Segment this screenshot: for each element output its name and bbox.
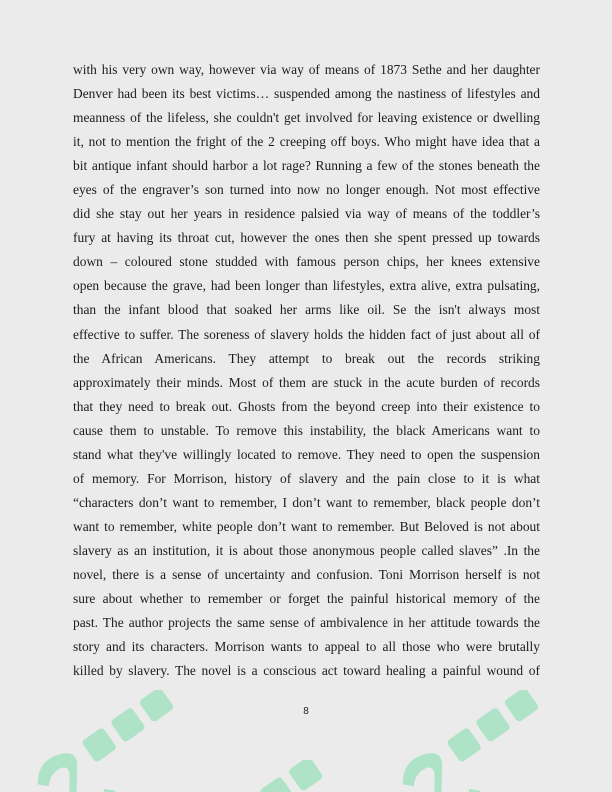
text-line: that they need to break out. Ghosts from the beyond creep into their existence to [73, 398, 540, 414]
text-line: sure about whether to remember or forget the painful historical memory of the [73, 591, 540, 607]
text-line: stand what they've willingly located to remove. They need to open the suspension [73, 446, 540, 462]
text-line: than the infant blood that soaked her arms like oil. Se the isn't always most [73, 302, 540, 318]
text-line: approximately their minds. Most of them are stuck in the acute burden of records [73, 374, 540, 390]
page-number: 8 [303, 706, 309, 717]
text-line: story and its characters. Morrison wants to appeal to all those who were brutally [73, 639, 540, 655]
text-line: novel, there is a sense of uncertainty and confusion. Toni Morrison herself is not [73, 566, 540, 582]
body-paragraph [73, 58, 540, 683]
text-line: past. The author projects the same sense of ambivalence in her attitude towards the [73, 615, 540, 631]
text-line: with his very own way, however via way of means of 1873 Sethe and her daughter [73, 62, 540, 77]
text-line: did she stay out her years in residence palsied via way of means of the toddler’s [73, 206, 540, 222]
text-line: effective to suffer. The soreness of slavery holds the hidden fact of just about all of [73, 326, 540, 342]
text-line: slavery as an institution, it is about those anonymous people called slaves” .In the [73, 542, 540, 558]
text-line: “characters don’t want to remember, I don’t want to remember, black people don’t [73, 494, 540, 510]
text-line: fury at having its throat cut, however the ones then she spent pressed up towards [73, 230, 540, 246]
text-line: the African Americans. They attempt to break out the records striking [73, 350, 540, 366]
text-line: cause them to unstable. To remove this instability, the black Americans want to [73, 422, 540, 438]
text-line: open because the grave, had been longer than lifestyles, extra alive, extra pulsating, [73, 278, 540, 294]
text-line: bit antique infant should harbor a lot rage? Running a few of the stones beneath the [73, 158, 540, 174]
text-line: killed by slavery. The novel is a conscious act toward healing a painful wound of [73, 663, 540, 679]
text-line: down – coloured stone studded with famous person chips, her knees extensive [73, 254, 540, 270]
text-line: of memory. For Morrison, history of slavery and the pain close to it is what [73, 470, 540, 486]
text-line: Denver had been its best victims… suspended among the nastiness of lifestyles and [73, 86, 540, 102]
text-line: want to remember, white people don’t want to remember. But Beloved is not about [73, 518, 540, 534]
watermark-logo-icon [175, 760, 415, 792]
text-line: eyes of the engraver’s son turned into now no longer enough. Not most effective [73, 182, 540, 198]
text-line: it, not to mention the fright of the 2 creeping off boys. Who might have idea that a [73, 134, 540, 150]
text-line: meanness of the lifeless, she couldn't get involved for leaving existence or dwelling [73, 110, 540, 126]
